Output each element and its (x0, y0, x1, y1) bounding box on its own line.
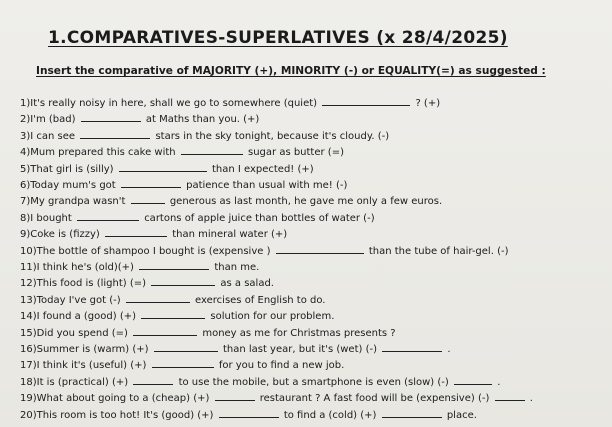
answer-blank[interactable] (141, 309, 205, 319)
answer-blank[interactable] (154, 342, 218, 352)
sentence-line (20, 260, 259, 274)
sentence-text: 4)Mum prepared this cake with (20, 147, 176, 159)
sentence-line (20, 178, 347, 192)
sentence-text: solution for our problem. (210, 311, 335, 323)
sentence-text: sugar as butter (=) (248, 147, 344, 159)
answer-blank[interactable] (119, 162, 207, 172)
sentence-line (20, 293, 325, 307)
answer-blank[interactable] (131, 194, 165, 204)
answer-blank[interactable] (495, 391, 525, 401)
sentence-text: than I expected! (+) (211, 163, 314, 175)
sentence-text: 5)That girl is (silly) (20, 163, 114, 175)
sentence-text: cartons of apple juice than bottles of water (-) (144, 212, 375, 224)
sentence-line (20, 408, 477, 422)
sentence-line (20, 358, 344, 372)
sentence-line (20, 276, 274, 290)
sentence-line (20, 309, 334, 323)
answer-blank[interactable] (133, 326, 197, 336)
sentence-text: than mineral water (+) (172, 229, 288, 241)
sentence-line (20, 391, 533, 405)
sentence-line (20, 211, 375, 225)
sentence-line (20, 375, 500, 389)
instruction-text: Insert the comparative of MAJORITY (+), MINORITY (-) or EQUALITY(=) as suggested : (36, 65, 546, 77)
sentence-text: 13)Today I've got (-) (20, 294, 121, 306)
sentence-text: than the tube of hair-gel. (-) (368, 245, 509, 257)
sentence-text: for you to find a new job. (218, 360, 345, 372)
answer-blank[interactable] (139, 260, 209, 270)
answer-blank[interactable] (181, 145, 243, 155)
sentence-line (20, 145, 344, 159)
sentence-text: exercises of English to do. (195, 294, 326, 306)
sentence-text: ? (+) (415, 98, 441, 109)
sentence-text: 12)This food is (light) (=) (20, 278, 147, 290)
sentence-line (20, 194, 442, 208)
sentence-text: 2)I'm (bad) (20, 114, 76, 126)
sentence-text: 6)Today mum's got (20, 180, 116, 191)
sentence-text: money as me for Christmas presents ? (202, 327, 396, 339)
sentence-text: 19)What about going to a (cheap) (+) (20, 393, 210, 405)
sentence-text: 3)I can see (20, 130, 76, 142)
sentence-text: as a salad. (220, 278, 274, 290)
sentence-line (20, 162, 314, 176)
sentence-text: 9)Coke is (fizzy) (20, 229, 100, 241)
sentence-text: restaurant ? A fast food will be (expensive) (-) (259, 393, 490, 405)
sentence-text: 18)It is (practical) (+) (20, 376, 129, 388)
sentence-text: 20)This room is too hot! It's (good) (+) (20, 409, 214, 421)
answer-blank[interactable] (105, 227, 167, 237)
answer-blank[interactable] (77, 211, 139, 221)
answer-blank[interactable] (152, 358, 214, 368)
answer-blank[interactable] (382, 408, 442, 418)
sentence-text: 1)It's really noisy in here, shall we go to somewhere (quiet) (20, 98, 318, 109)
sentence-text: 16)Summer is (warm) (+) (20, 344, 149, 355)
worksheet-title: 1.COMPARATIVES-SUPERLATIVES (x 28/4/2025) (48, 28, 508, 48)
sentence-text: than last year, but it's (wet) (-) (222, 344, 377, 355)
sentence-text: to find a (cold) (+) (283, 409, 377, 421)
answer-blank[interactable] (133, 375, 173, 385)
sentence-text: 14)I found a (good) (+) (20, 311, 136, 323)
sentence-text: stars in the sky tonight, because it's cloudy. (-) (155, 130, 390, 142)
answer-blank[interactable] (322, 96, 410, 106)
answer-blank[interactable] (382, 342, 442, 352)
sentence-text: 11)I think he's (old)(+) (20, 262, 134, 273)
sentence-text: patience than usual with me! (-) (186, 180, 348, 191)
answer-blank[interactable] (80, 129, 150, 139)
answer-blank[interactable] (219, 408, 279, 418)
sentence-text: . (529, 393, 533, 405)
sentence-text: . (497, 376, 501, 388)
sentence-line (20, 227, 287, 241)
answer-blank[interactable] (121, 178, 181, 188)
sentence-text: . (447, 344, 451, 355)
sentence-text: 8)I bought (20, 212, 72, 224)
sentence-line (20, 244, 508, 258)
sentence-text: to use the mobile, but a smartphone is even (slow) (-) (178, 376, 449, 388)
sentence-line (20, 342, 451, 356)
sentence-line (20, 96, 440, 110)
answer-blank[interactable] (126, 293, 190, 303)
answer-blank[interactable] (151, 276, 215, 286)
sentence-text: generous as last month, he gave me only a few euros. (169, 196, 443, 208)
answer-blank[interactable] (81, 112, 141, 122)
sentence-text: place. (446, 409, 477, 421)
sentence-text: than me. (214, 262, 260, 273)
sentence-line (20, 129, 389, 143)
sentence-text: 7)My grandpa wasn't (20, 196, 126, 208)
answer-blank[interactable] (276, 244, 364, 254)
sentence-text: 15)Did you spend (=) (20, 327, 128, 339)
sentence-text: 10)The bottle of shampoo I bought is (expensive ) (20, 245, 271, 257)
sentence-text: 17)I think it's (useful) (+) (20, 360, 147, 372)
sentence-text: at Maths than you. (+) (145, 114, 260, 126)
answer-blank[interactable] (215, 391, 255, 401)
answer-blank[interactable] (454, 375, 492, 385)
sentence-line (20, 326, 396, 340)
sentence-line (20, 112, 259, 126)
